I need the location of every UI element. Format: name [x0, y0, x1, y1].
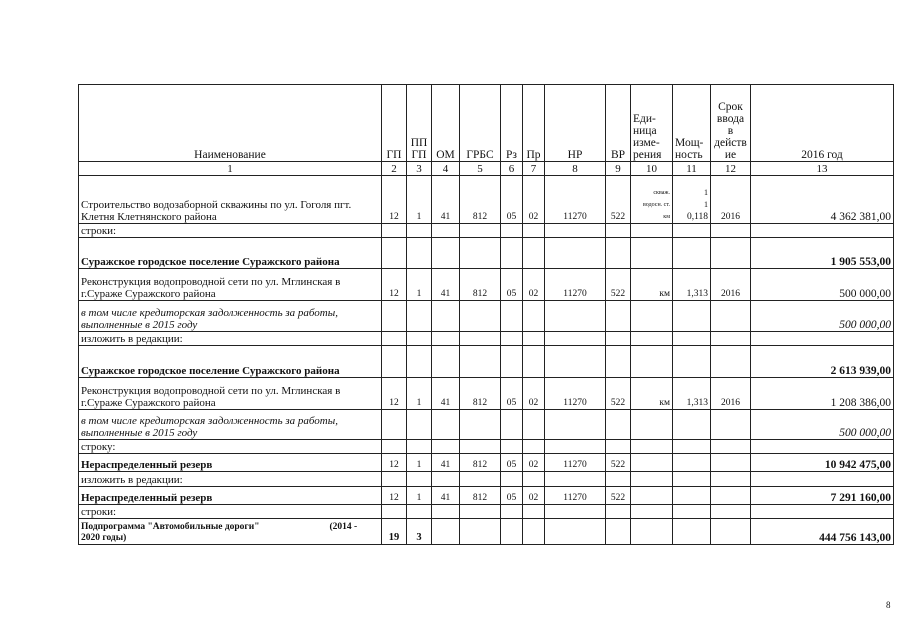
- cell-gp: 12: [382, 378, 407, 410]
- cell-gp: 12: [382, 176, 407, 224]
- col-num: 11: [673, 162, 711, 176]
- header-year-2016: 2016 год: [751, 85, 894, 162]
- column-number-row: [79, 162, 894, 176]
- cell-nr: 11270: [545, 487, 606, 505]
- cell-sum: 1 905 553,00: [751, 238, 894, 269]
- cell-rz: 05: [501, 269, 523, 301]
- table-row: [79, 410, 894, 440]
- cell-pp: 1: [407, 176, 432, 224]
- header-nr: НР: [545, 85, 606, 162]
- cell-pr: 02: [523, 176, 545, 224]
- cell-capacity: 1,313: [673, 269, 711, 301]
- cell-om: 41: [432, 269, 460, 301]
- cell-om: 41: [432, 378, 460, 410]
- cell-pp: 1: [407, 269, 432, 301]
- table-row: [79, 487, 894, 505]
- row-name: строки:: [79, 505, 382, 519]
- cell-pr: 02: [523, 378, 545, 410]
- row-name: изложить в редакции:: [79, 332, 382, 346]
- col-num: 7: [523, 162, 545, 176]
- col-num: 13: [751, 162, 894, 176]
- col-num: 5: [460, 162, 501, 176]
- cell-sum: 4 362 381,00: [751, 176, 894, 224]
- cell-grbs: 812: [460, 487, 501, 505]
- cell-nr: 11270: [545, 176, 606, 224]
- table-row: [79, 378, 894, 410]
- cell-capacity: 1,313: [673, 378, 711, 410]
- col-num: 1: [79, 162, 382, 176]
- cell-gp: 12: [382, 454, 407, 472]
- cell-sum: 2 613 939,00: [751, 346, 894, 378]
- table-row: [79, 505, 894, 519]
- cell-vr: 522: [606, 487, 631, 505]
- row-name: Подпрограмма "Автомобильные дороги" (2014 - 2020 годы): [79, 519, 382, 545]
- cell-unit: скваж. водосн. ст. км: [631, 176, 673, 224]
- header-pr: Пр: [523, 85, 545, 162]
- header-rz: Рз: [501, 85, 523, 162]
- table-row: [79, 301, 894, 332]
- cell-gp: 12: [382, 487, 407, 505]
- row-name: Суражское городское поселение Суражского района: [79, 346, 382, 378]
- cell-sum: 444 756 143,00: [751, 519, 894, 545]
- header-ppgp: ПП ГП: [407, 85, 432, 162]
- cell-pp: 3: [407, 519, 432, 545]
- row-name: Строительство водозаборной скважины по ул. Гоголя пгт. Клетня Клетнянского района: [79, 176, 382, 224]
- cell-grbs: 812: [460, 378, 501, 410]
- cell-unit: км: [631, 269, 673, 301]
- cell-rz: 05: [501, 487, 523, 505]
- header-unit: Еди- ница изме- рения: [631, 85, 673, 162]
- cell-grbs: 812: [460, 269, 501, 301]
- cell-vr: 522: [606, 378, 631, 410]
- cell-pp: 1: [407, 487, 432, 505]
- col-num: 4: [432, 162, 460, 176]
- cell-om: 41: [432, 454, 460, 472]
- row-name: Реконструкция водопроводной сети по ул. Мглинская в г.Сураже Суражского района: [79, 378, 382, 410]
- col-num: 8: [545, 162, 606, 176]
- header-term: Срок ввода в действ ие: [711, 85, 751, 162]
- cell-gp: 19: [382, 519, 407, 545]
- row-name: Суражское городское поселение Суражского района: [79, 238, 382, 269]
- header-capacity: Мощ- ность: [673, 85, 711, 162]
- table-row: [79, 238, 894, 269]
- cell-om: 41: [432, 487, 460, 505]
- row-name: изложить в редакции:: [79, 472, 382, 487]
- cell-pr: 02: [523, 487, 545, 505]
- cell-pr: 02: [523, 454, 545, 472]
- row-name: строки:: [79, 224, 382, 238]
- cell-rz: 05: [501, 378, 523, 410]
- col-num: 3: [407, 162, 432, 176]
- col-num: 12: [711, 162, 751, 176]
- table-row: [79, 346, 894, 378]
- table-row: [79, 519, 894, 545]
- table-row: [79, 176, 894, 224]
- row-name: в том числе кредиторская задолженность за работы, выполненные в 2015 году: [79, 410, 382, 440]
- table-row: [79, 332, 894, 346]
- cell-rz: 05: [501, 176, 523, 224]
- table-header-row: [79, 85, 894, 162]
- cell-om: 41: [432, 176, 460, 224]
- cell-vr: 522: [606, 269, 631, 301]
- cell-sum: 10 942 475,00: [751, 454, 894, 472]
- header-om: ОМ: [432, 85, 460, 162]
- page-number: 8: [886, 600, 891, 610]
- header-vr: ВР: [606, 85, 631, 162]
- cell-rz: 05: [501, 454, 523, 472]
- cell-sum: 7 291 160,00: [751, 487, 894, 505]
- cell-vr: 522: [606, 454, 631, 472]
- cell-pp: 1: [407, 454, 432, 472]
- row-name: Нераспределенный резерв: [79, 454, 382, 472]
- cell-nr: 11270: [545, 378, 606, 410]
- cell-nr: 11270: [545, 454, 606, 472]
- cell-pr: 02: [523, 269, 545, 301]
- row-name: Нераспределенный резерв: [79, 487, 382, 505]
- cell-pp: 1: [407, 378, 432, 410]
- cell-sum: 500 000,00: [751, 410, 894, 440]
- header-gp: ГП: [382, 85, 407, 162]
- row-name: строку:: [79, 440, 382, 454]
- col-num: 10: [631, 162, 673, 176]
- budget-table: [78, 84, 894, 545]
- table-row: [79, 454, 894, 472]
- table-row: [79, 224, 894, 238]
- cell-grbs: 812: [460, 176, 501, 224]
- row-name: Реконструкция водопроводной сети по ул. Мглинская в г.Сураже Суражского района: [79, 269, 382, 301]
- cell-term: 2016: [711, 378, 751, 410]
- cell-sum: 500 000,00: [751, 269, 894, 301]
- cell-unit: км: [631, 378, 673, 410]
- cell-vr: 522: [606, 176, 631, 224]
- col-num: 2: [382, 162, 407, 176]
- table-row: [79, 440, 894, 454]
- header-grbs: ГРБС: [460, 85, 501, 162]
- cell-gp: 12: [382, 269, 407, 301]
- cell-nr: 11270: [545, 269, 606, 301]
- cell-term: 2016: [711, 176, 751, 224]
- header-name: Наименование: [79, 85, 382, 162]
- table-row: [79, 472, 894, 487]
- col-num: 9: [606, 162, 631, 176]
- cell-term: 2016: [711, 269, 751, 301]
- row-name: в том числе кредиторская задолженность за работы, выполненные в 2015 году: [79, 301, 382, 332]
- cell-grbs: 812: [460, 454, 501, 472]
- table-row: [79, 269, 894, 301]
- cell-sum: 1 208 386,00: [751, 378, 894, 410]
- col-num: 6: [501, 162, 523, 176]
- cell-sum: 500 000,00: [751, 301, 894, 332]
- cell-capacity: 1 1 0,118: [673, 176, 711, 224]
